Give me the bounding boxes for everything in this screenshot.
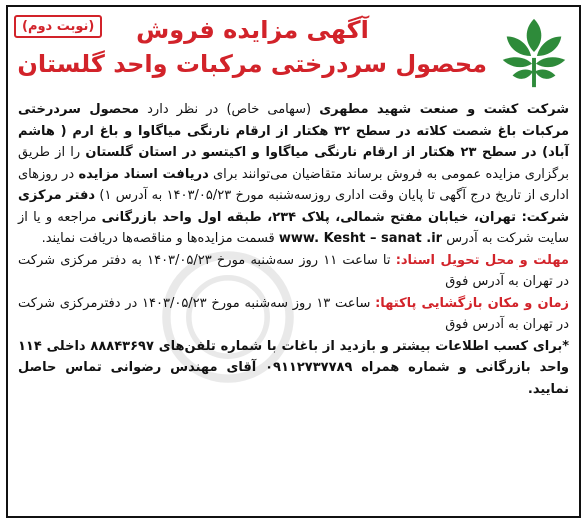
intro-text-1: در نظر دارد [139,102,227,117]
receive-docs: دریافت اسناد مزایده [78,166,209,182]
opening-paragraph [18,293,569,336]
intro-text-3: در روزهای اداری از تاریخ درج آگهی تا پایان وقت اداری روزسه‌شنبه مورخ ۱۴۰۳/۰۵/۲۳ به آدرس ۱) [18,166,569,203]
company-name: شرکت کشت و صنعت شهید مطهری [319,102,570,117]
round-badge: (نوبت دوم) [14,15,102,38]
intro-text-4: مراجعه و یا از سایت شرکت به آدرس [18,209,569,246]
contact-paragraph [18,336,569,401]
intro-paragraph [18,99,569,250]
announcement-body [18,99,569,400]
product-description: محصول سردرختی مرکبات باغ شصت کلاته در سطح ۳۲ هکتار از ارقام نارنگی میاگاوا و باغ ارم ( هاشم آباد) در سطح ۲۳ هکتار از ارقام نارنگی میاگاوا و اکیتسو در استان گلستان [18,102,569,160]
intro-text-5: قسمت مزایده‌ها و مناقصه‌ها دریافت نمایند. [41,231,279,246]
leaf-logo-icon [495,15,573,93]
hq-address: دفتر مرکزی شرکت: تهران، خیابان مفتح شمالی، پلاک ۲۳۴، طبقه اول واحد بازرگانی [18,188,569,225]
deadline-paragraph [18,250,569,293]
intro-text-2: را از طریق برگزاری مزایده عمومی به فروش برساند متقاضیان می‌توانند برای [18,145,569,182]
header [8,7,579,99]
title-line-1: آگهی مزایده فروش [136,16,369,44]
deadline-label: مهلت و محل تحویل اسناد: [395,252,569,268]
contact-text: *برای کسب اطلاعات بیشتر و بازدید از باغات با شماره تلفن‌های ۸۸۸۴۳۶۹۷ داخلی ۱۱۴ واحد بازرگانی و شماره همراه ۰۹۱۱۲۷۳۷۷۸۹ آقای مهندس رضوانی تماس حاصل نمایید. [18,338,570,397]
title-line-2: محصول سردرختی مرکبات واحد گلستان [17,50,487,78]
deadline-text: تا ساعت ۱۱ روز سه‌شنبه مورخ ۱۴۰۳/۰۵/۲۳ به دفتر مرکزی شرکت در تهران به آدرس فوق [18,252,569,289]
company-type: (سهامی خاص) [226,102,312,117]
advertisement-page [6,5,581,518]
website-link[interactable]: www. Kesht – sanat .ir [278,231,443,246]
opening-text: ساعت ۱۳ روز سه‌شنبه مورخ ۱۴۰۳/۰۵/۲۳ در دفترمرکزی شرکت در تهران به آدرس فوق [18,295,569,332]
opening-label: زمان و مکان بازگشایی پاکتها: [375,295,569,311]
